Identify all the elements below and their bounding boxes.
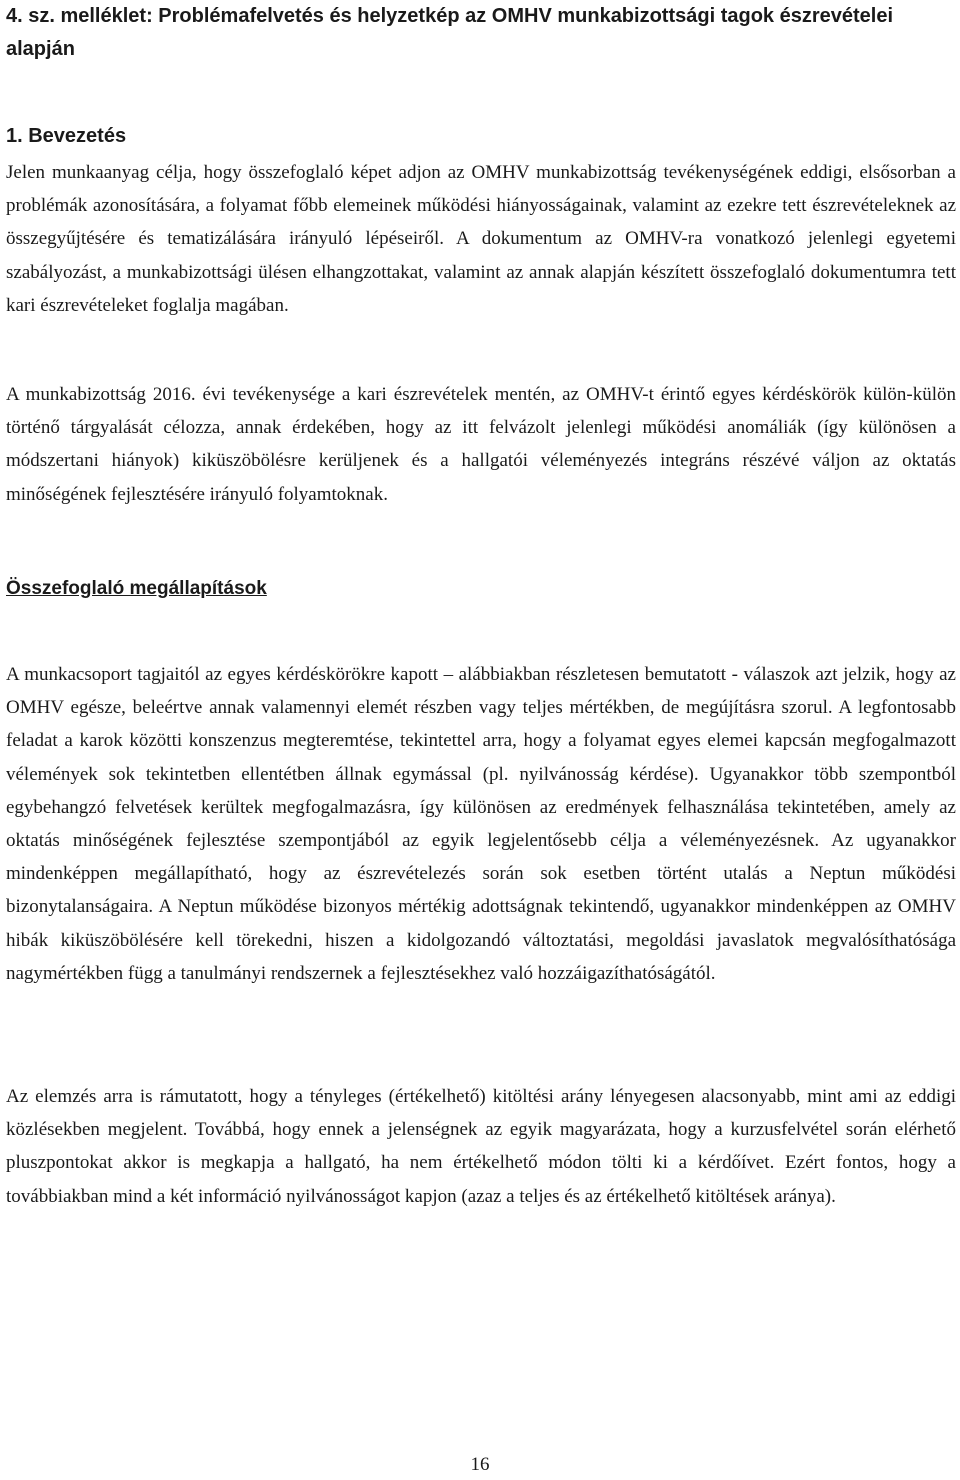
intro-paragraph-2: A munkabizottság 2016. évi tevékenysége a kari észrevételek mentén, az OMHV-t érintő egyes kérdéskörök külön-külön történő tárgyalását célozza, annak érdekében, hogy az itt felvázolt jelenlegi működési anomáliák (így különösen a módszertani hiányok) kiküszöbölésre kerüljenek és a hallgatói véleményezés integráns részévé váljon az oktatás minőségének fejlesztésére irányuló folyamtoknak. — [6, 384, 956, 505]
appendix-title: 4. sz. melléklet: Problémafelvetés és helyzetkép az OMHV munkabizottsági tagok észrevételei alapján — [6, 5, 894, 60]
page-number: 16 — [470, 1454, 490, 1475]
summary-paragraph-1: A munkacsoport tagjaitól az egyes kérdéskörökre kapott – alábbiakban részletesen bemutatott - válaszok azt jelzik, hogy az OMHV egésze, beleértve annak valamennyi elemét részben vagy teljes mértékben, de megújításra szorul. A legfontosabb feladat a karok közötti konszenzus megteremtése, tekintettel arra, hogy a folyamat egyes elemei kapcsán megfogalmazott vélemények sok tekintetben ellentétben állnak egymással (pl. nyilvánosság kérdése). Ugyanakkor több szempontból egybehangzó felvetések kerültek megfogalmazásra, így különösen az eredmények felhasználása tekintetében, amely az oktatás minőségének fejlesztése szempontjából az egyik legjelentősebb célja a véleményezésnek. Az ugyanakkor mindenképpen megállapítható, hogy az észrevételezés során sok esetben történt utalás a Neptun működési bizonytalanságaira. A Neptun működése bizonyos mértékig adottságnak tekintendő, ugyanakkor mindenképpen az OMHV hibák kiküszöbölésére kell törekedni, hiszen a kidolgozandó változtatási, megoldási javaslatok megvalósíthatósága nagymértékben függ a tanulmányi rendszernek a fejlesztésekhez való hozzáigazíthatóságától. — [6, 664, 956, 984]
summary-paragraph-2: Az elemzés arra is rámutatott, hogy a tényleges (értékelhető) kitöltési arány lényegesen alacsonyabb, mint ami az eddigi közlésekben megjelent. Továbbá, hogy ennek a jelenségnek az egyik magyarázata, hogy a kurzusfelvétel során elérhető pluszpontokat akkor is megkapja a hallgató, ha nem értékelhető módon tölti ki a kérdőívet. Ezért fontos, hogy a továbbiakban mind a két információ nyilvánosságot kapjon (azaz a teljes és az értékelhető kitöltések aránya). — [6, 1086, 956, 1207]
intro-paragraph-1: Jelen munkaanyag célja, hogy összefoglaló képet adjon az OMHV munkabizottság tevékenységének eddigi, elsősorban a problémák azonosítására, a folyamat főbb elemeinek működési hiányosságainak, valamint az ezekre tett észrevételeknek az összegyűjtésére és tematizálására irányuló lépéseiről. A dokumentum az OMHV-ra vonatkozó jelenlegi egyetemi szabályozást, a munkabizottsági ülésen elhangzottakat, valamint az annak alapján készített összefoglaló dokumentumra tett kari észrevételeket foglalja magában. — [6, 162, 956, 316]
section-title-introduction: 1. Bevezetés — [6, 125, 127, 147]
summary-heading: Összefoglaló megállapítások — [6, 578, 267, 599]
